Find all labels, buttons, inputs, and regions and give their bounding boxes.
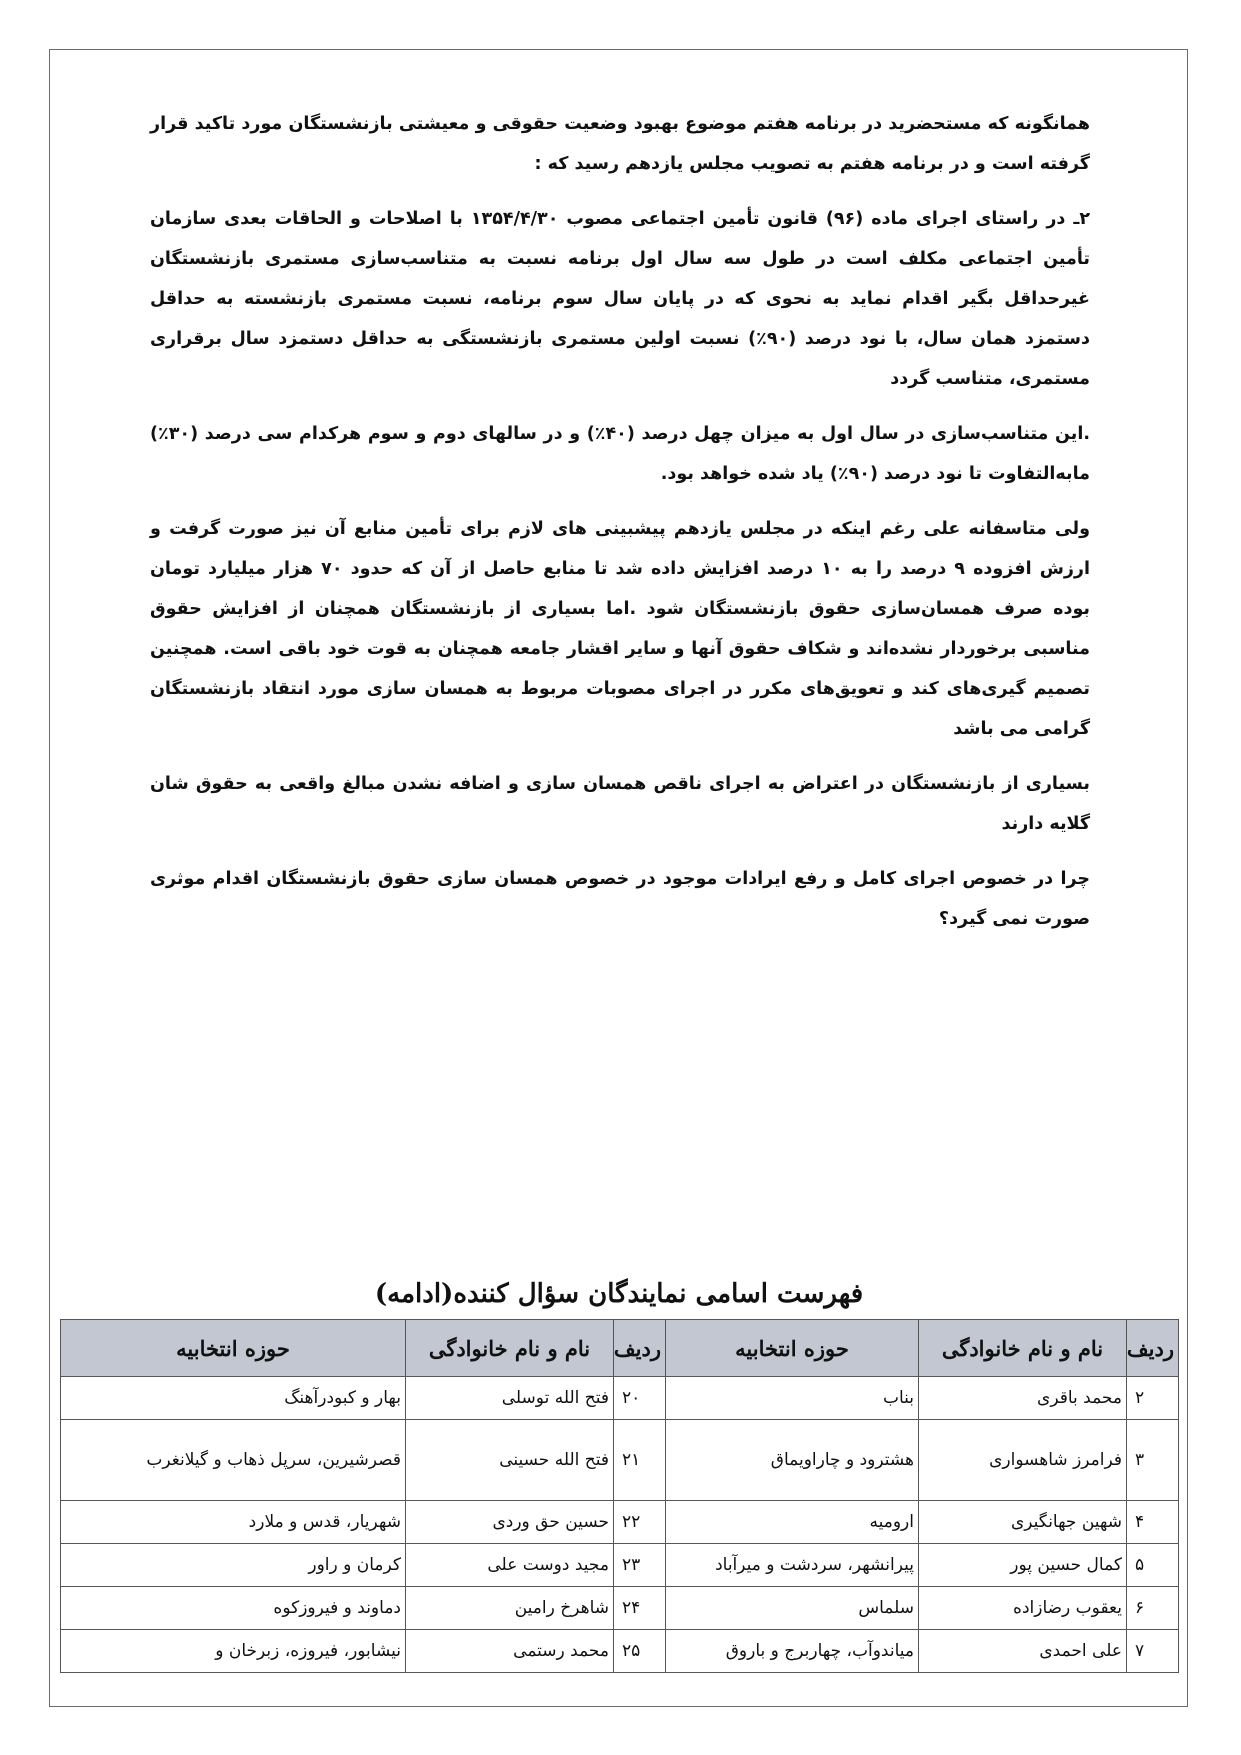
member-constituency: نیشابور، فیروزه، زبرخان و [61, 1630, 406, 1673]
question-body [150, 104, 1090, 954]
row-number: ۴ [1127, 1501, 1179, 1544]
row-number: ۲۵ [614, 1630, 666, 1673]
table-title: فهرست اسامی نمایندگان سؤال کننده(ادامه) [374, 1279, 864, 1309]
member-name: محمد رستمی [406, 1630, 614, 1673]
member-name: فتح الله حسینی [406, 1420, 614, 1501]
header-full-name: نام و نام خانوادگی [919, 1320, 1127, 1377]
member-name: فتح الله توسلی [406, 1377, 614, 1420]
member-constituency: میاندوآب، چهاربرج و باروق [666, 1630, 919, 1673]
paragraph-intro: همانگونه که مستحضرید در برنامه هفتم موضوع بهبود وضعیت حقوقی و معیشتی بازنشستگان مورد تاکید قرار گرفته است و در برنامه هفتم به تصویب مجلس یازدهم رسید که : [150, 114, 1090, 174]
paragraph-complaint: ولی متاسفانه علی رغم اینکه در مجلس یازدهم پیشبینی های لازم برای تأمین منابع آن نیز صورت گرفت و ارزش افزوده ۹ درصد را به ۱۰ درصد افزایش داده شد تا منابع حاصل از آن که حدود ۷۰ هزار میلیارد تومان بوده صرف همسان‌سازی حقوق بازنشستگان شود .اما بسیاری از بازنشستگان همچنان از افزایش حقوق مناسبی برخوردار نشده‌اند و شکاف حقوق آنها و سایر اقشار جامعه همچنان به قوت خود باقی است. همچنین تصمیم گیری‌های کند و تعویق‌های مکرر در اجرای مصوبات مربوط به همسان سازی مورد انتقاد بازنشستگان گرامی می باشد [150, 519, 1090, 739]
member-name: مجید دوست علی [406, 1544, 614, 1587]
member-name: حسین حق وردی [406, 1501, 614, 1544]
member-name: یعقوب رضازاده [919, 1587, 1127, 1630]
paragraph-protest: بسیاری از بازنشستگان در اعتراض به اجرای ناقص همسان سازی و اضافه نشدن مبالغ واقعی به حقوق شان گلایه دارند [150, 774, 1090, 834]
table-row [61, 1377, 1179, 1420]
table-header-row [61, 1320, 1179, 1377]
header-constituency: حوزه انتخابیه [666, 1320, 919, 1377]
row-number: ۲۰ [614, 1377, 666, 1420]
row-number: ۲۲ [614, 1501, 666, 1544]
table-row [61, 1544, 1179, 1587]
member-constituency: سلماس [666, 1587, 919, 1630]
member-name: کمال حسین پور [919, 1544, 1127, 1587]
member-constituency: بهار و کبودرآهنگ [61, 1377, 406, 1420]
paragraph-percentages: .این متناسب‌سازی در سال اول به میزان چهل درصد (۴۰٪) و در سالهای دوم و سوم هرکدام سی درصد (۳۰٪) مابه‌التفاوت تا نود درصد (۹۰٪) یاد شده خواهد بود. [150, 424, 1090, 484]
member-constituency: دماوند و فیروزکوه [61, 1587, 406, 1630]
member-constituency: بناب [666, 1377, 919, 1420]
member-constituency: هشترود و چاراویماق [666, 1420, 919, 1501]
row-number: ۲۳ [614, 1544, 666, 1587]
header-full-name: نام و نام خانوادگی [406, 1320, 614, 1377]
member-constituency: شهریار، قدس و ملارد [61, 1501, 406, 1544]
member-constituency: پیرانشهر، سردشت و میرآباد [666, 1544, 919, 1587]
header-constituency: حوزه انتخابیه [61, 1320, 406, 1377]
header-row-number: ردیف [1127, 1320, 1179, 1377]
member-constituency: کرمان و راور [61, 1544, 406, 1587]
row-number: ۷ [1127, 1630, 1179, 1673]
member-name: شهین جهانگیری [919, 1501, 1127, 1544]
row-number: ۲ [1127, 1377, 1179, 1420]
row-number: ۶ [1127, 1587, 1179, 1630]
member-constituency: قصرشیرین، سرپل ذهاب و گیلانغرب [61, 1420, 406, 1501]
paragraph-question: چرا در خصوص اجرای کامل و رفع ایرادات موجود در خصوص همسان سازی حقوق بازنشستگان اقدام موثری صورت نمی گیرد؟ [150, 869, 1090, 929]
table-row [61, 1420, 1179, 1501]
member-name: شاهرخ رامین [406, 1587, 614, 1630]
row-number: ۲۱ [614, 1420, 666, 1501]
member-name: فرامرز شاهسواری [919, 1420, 1127, 1501]
row-number: ۳ [1127, 1420, 1179, 1501]
row-number: ۵ [1127, 1544, 1179, 1587]
member-name: محمد باقری [919, 1377, 1127, 1420]
row-number: ۲۴ [614, 1587, 666, 1630]
paragraph-law-article: ۲ـ در راستای اجرای ماده (۹۶) قانون تأمین اجتماعی مصوب ۱۳۵۴/۴/۳۰ با اصلاحات و الحاقات بعدی سازمان تأمین اجتماعی مکلف است در طول سه سال اول برنامه نسبت به متناسب‌سازی مستمری بازنشستگان غیرحداقل بگیر اقدام نماید به نحوی که در پایان سال سوم برنامه، نسبت مستمری بازنشسته به حداقل دستمزد همان سال، با نود درصد (۹۰٪) نسبت اولین مستمری بازنشستگی به حداقل دستمزد سال برقراری مستمری، متناسب گردد [150, 209, 1090, 389]
representatives-table [60, 1319, 1179, 1673]
table-row [61, 1501, 1179, 1544]
header-row-number: ردیف [614, 1320, 666, 1377]
member-name: علی احمدی [919, 1630, 1127, 1673]
table-row [61, 1587, 1179, 1630]
member-constituency: ارومیه [666, 1501, 919, 1544]
table-row [61, 1630, 1179, 1673]
